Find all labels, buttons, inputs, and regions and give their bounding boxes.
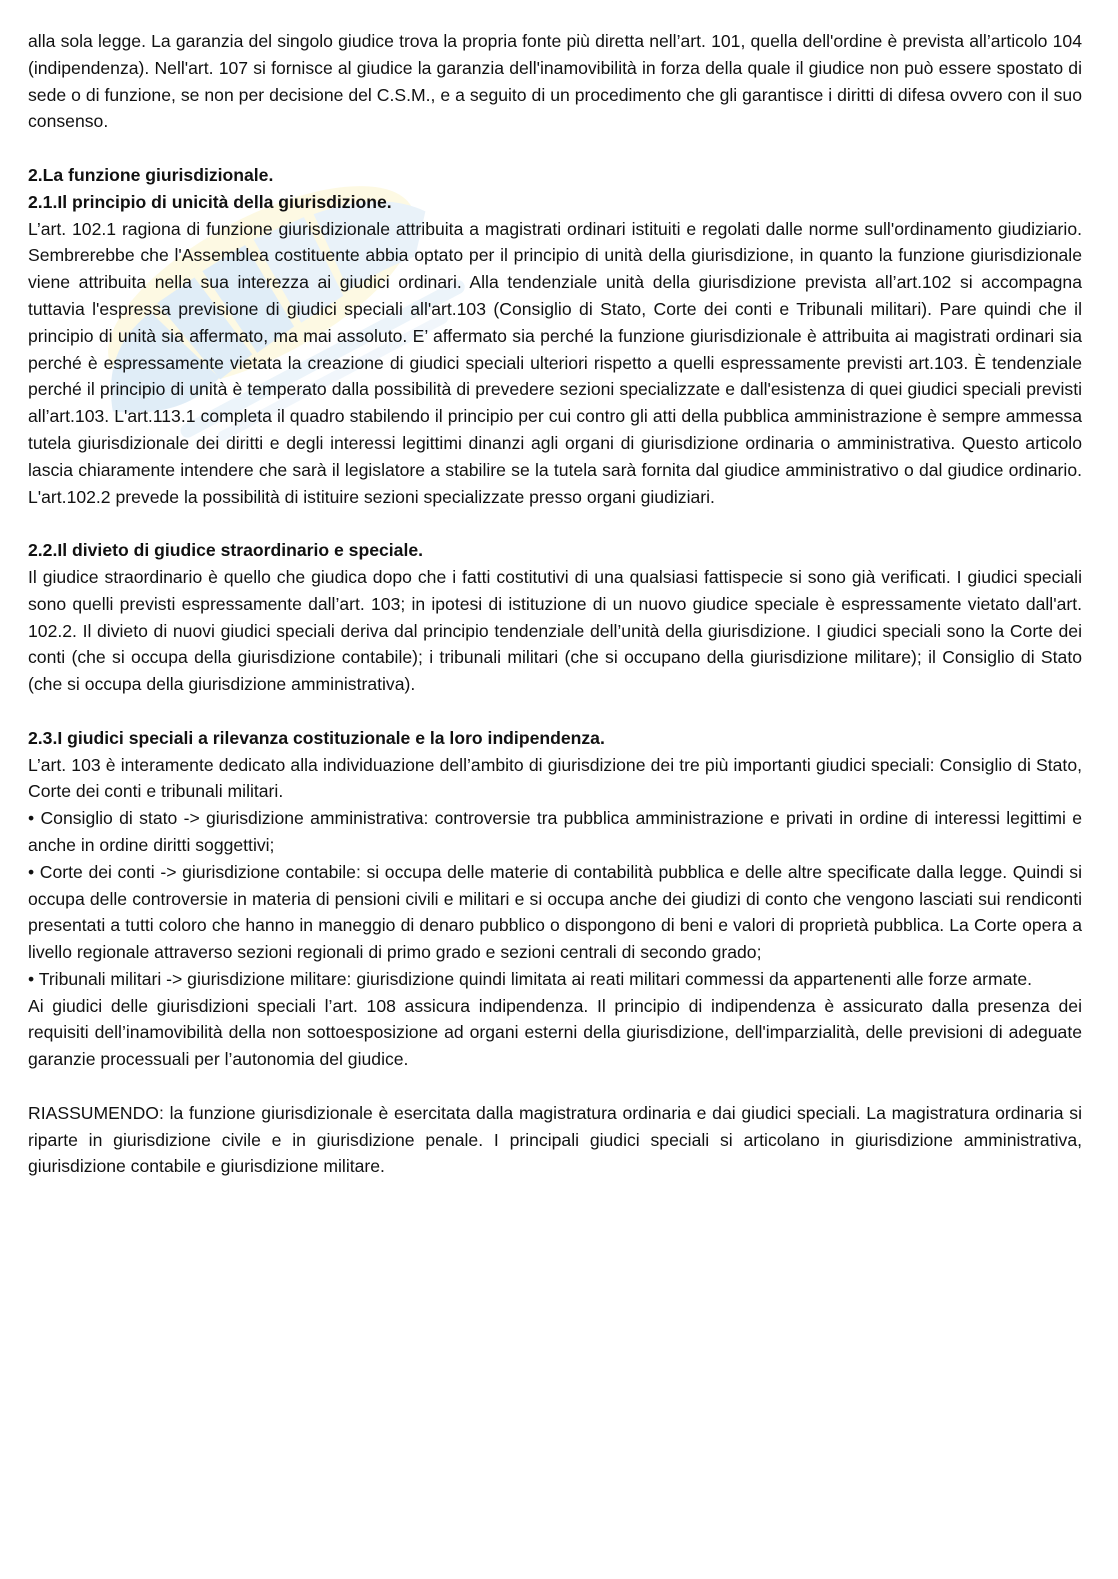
spacer [28,1073,1082,1100]
bullet-corte-dei-conti: • Corte dei conti -> giurisdizione contabile: si occupa delle materie di contabilità pubblica e delle altre specificate dalla legge. Quindi si occupa delle controversie in materia di pensioni civili e militari e si occupa anche dei giudizi di conto che vengono lasciati sui rendiconti presentati a tutti coloro che hanno in maneggio di denaro pubblico o dispongono di beni e valori di proprietà pubblica. La Corte opera a livello regionale attraverso sezioni regionali di primo grado e sezioni centrali di secondo grado; [28,861,1082,963]
bullet-tribunali-militari: • Tribunali militari -> giurisdizione militare: giurisdizione quindi limitata ai reati militari commessi da appartenenti alle forze armate. [28,968,1033,989]
summary-paragraph: RIASSUMENDO: la funzione giurisdizionale è esercitata dalla magistratura ordinaria e dai giudici speciali. La magistratura ordinaria si riparte in giurisdizione civile e in giurisdizione penale. I principali giudici speciali si articolano in giurisdizione amministrativa, giurisdizione contabile e giurisdizione militare. [28,1102,1082,1177]
spacer [28,510,1082,537]
section-2-3-title: 2.3.I giudici speciali a rilevanza costituzionale e la loro indipendenza. [28,727,605,748]
section-2-3-closing: Ai giudici delle giurisdizioni speciali l’art. 108 assicura indipendenza. Il principio di indipendenza è assicurato dalla presenza dei requisiti dell’inamovibilità della non sottoesposizione ad organi esterni della giurisdizione, dell'imparzialità, delle previsioni di adeguate garanzie processuali per l’autonomia del giudice. [28,995,1082,1070]
section-2-1-paragraph: L’art. 102.1 ragiona di funzione giurisdizionale attribuita a magistrati ordinari istituiti e regolati dalle norme sull'ordinamento giudiziario. Sembrerebbe che l'Assemblea costituente abbia optato per il principio di unità della giurisdizione, in quanto la funzione giurisdizionale viene attribuita nella sua interezza ai giudici ordinari. Alla tendenziale unità della giurisdizione prevista all’art.102 si accompagna tuttavia l'espressa previsione di giudici speciali all'art.103 (Consiglio di Stato, Corte dei conti e Tribunali militari). Pare quindi che il principio di unità sia affermato, ma mai assoluto. E’ affermato sia perché la funzione giurisdizionale è attribuita ai magistrati ordinari sia perché è espressamente vietata la creazione di giudici speciali ulteriori rispetto a quelli espressamente previsti art.103. È tendenziale perché il principio di unità è temperato dalla possibilità di prevedere sezioni specializzate e dall'esistenza di quei giudici speciali previsti all’art.103. L'art.113.1 completa il quadro stabilendo il principio per cui contro gli atti della pubblica amministrazione è sempre ammessa tutela giurisdizionale dei diritti e degli interessi legittimi dinanzi agli organi di giurisdizione ordinaria o amministrativa. Questo articolo lascia chiaramente intendere che sarà il legislatore a stabilire se la tutela sarà fornita dal giudice amministrativo o dal giudice ordinario. L'art.102.2 prevede la possibilità di istituire sezioni specializzate presso organi giudiziari. [28,218,1082,507]
spacer [28,698,1082,725]
section-2-2-title: 2.2.Il divieto di giudice straordinario e speciale. [28,540,424,561]
section-2-title: 2.La funzione giurisdizionale. [28,164,274,185]
section-2-2-paragraph: Il giudice straordinario è quello che giudica dopo che i fatti costitutivi di una qualsiasi fattispecie si sono già verificati. I giudici speciali sono quelli previsti espressamente dall’art. 103; in ipotesi di istituzione di un nuovo giudice speciale è espressamente vietato dall'art. 102.2. Il divieto di nuovi giudici speciali deriva dal principio tendenziale dell’unità della giurisdizione. I giudici speciali sono la Corte dei conti (che si occupa della giurisdizione contabile); i tribunali militari (che si occupano della giurisdizione militare); il Consiglio di Stato (che si occupa della giurisdizione amministrativa). [28,566,1082,695]
bullet-consiglio-di-stato: • Consiglio di stato -> giurisdizione amministrativa: controversie tra pubblica amministrazione e privati in ordine di interessi legittimi e anche in ordine diritti soggettivi; [28,808,1082,855]
intro-paragraph: alla sola legge. La garanzia del singolo giudice trova la propria fonte più diretta nell’art. 101, quella dell'ordine è prevista all’articolo 104 (indipendenza). Nell'art. 107 si fornisce al giudice la garanzia dell'inamovibilità in forza della quale il giudice non può essere spostato di sede o di funzione, se non per decisione del C.S.M., e a seguito di un procedimento che gli garantisce i diritti di difesa ovvero con il suo consenso. [28,31,1082,132]
spacer [28,135,1082,162]
document-body [28,28,1082,1180]
section-2-1-title: 2.1.Il principio di unicità della giurisdizione. [28,191,392,212]
section-2-3-intro: L’art. 103 è interamente dedicato alla individuazione dell’ambito di giurisdizione dei tre più importanti giudici speciali: Consiglio di Stato, Corte dei conti e tribunali militari. [28,754,1082,802]
